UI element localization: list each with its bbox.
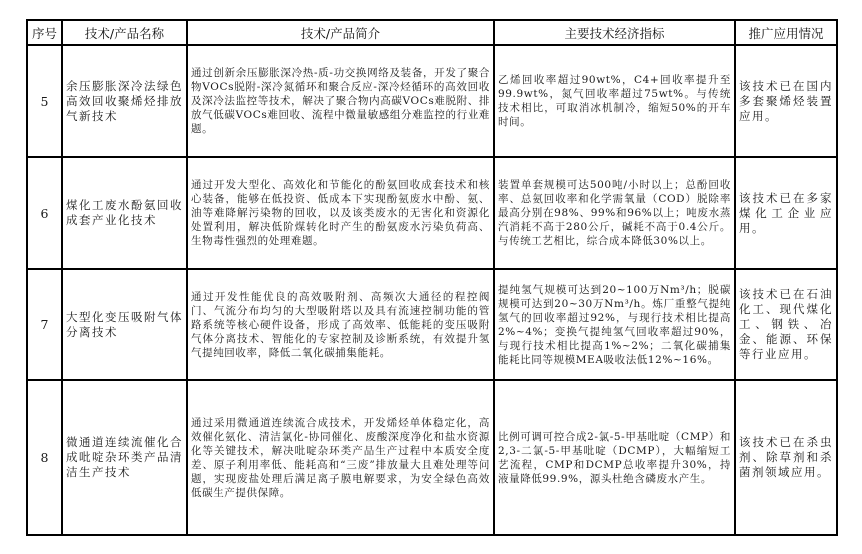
header-key-metrics: 主要技术经济指标 (494, 20, 735, 45)
serial-number-cell: 8 (27, 380, 62, 535)
table-row (27, 380, 837, 535)
table-header (27, 20, 837, 45)
table-row (27, 157, 837, 269)
table-row (27, 45, 837, 157)
header-adoption-status: 推广应用情况 (735, 20, 837, 45)
serial-number-cell: 6 (27, 157, 62, 269)
adoption-status-cell: 该技术已在杀虫剂、除草剂和杀菌剂领域应用。 (735, 380, 837, 535)
adoption-status-cell: 该技术已在国内多套聚烯烃装置应用。 (735, 45, 837, 157)
key-metrics-cell: 比例可调可控合成2-氯-5-甲基吡啶（CMP）和2,3-二氯-5-甲基吡啶（DCMP），大幅缩短工艺流程，CMP和DCMP总收率提升30%，持液量降低99.9%，源头杜绝含磷废水产生。 (494, 380, 735, 535)
adoption-status-cell: 该技术已在石油化工、现代煤化工、钢铁、冶金、能源、环保等行业应用。 (735, 269, 837, 380)
header-technology-name: 技术/产品名称 (62, 20, 187, 45)
technology-intro-cell: 通过开发大型化、高效化和节能化的酚氨回收成套技术和核心装备，能够在低投资、低成本下实现酚氨废水中酚、氨、油等难降解污染物的回收，以及该类废水的无害化和资源化处置利用，解决低阶煤转化时产生的酚氨废水污染负荷高、生物毒性强烈的处理难题。 (187, 157, 494, 269)
technology-name-cell: 余压膨胀深冷法绿色高效回收聚烯烃排放气新技术 (62, 45, 187, 157)
key-metrics-cell: 提纯氢气规模可达到20~100万Nm³/h；脱碳规模可达到20~30万Nm³/h。炼厂重整气提纯氢气的回收率超过92%，与现行技术相比提高2%~4%；变换气提纯氢气回收率超过90%，与现行技术相比提高1%~2%；二氧化碳捕集能耗比同等规模MEA吸收法低12%~16%。 (494, 269, 735, 380)
technology-name-cell: 微通道连续流催化合成吡啶杂环类产品清洁生产技术 (62, 380, 187, 535)
technology-name-cell: 大型化变压吸附气体分离技术 (62, 269, 187, 380)
technology-intro-cell: 通过采用微通道连续流合成技术，开发烯烃单体稳定化，高效催化氨化、清洁氯化-协同催化、废酸深度净化和盐水资源化等关键技术，解决吡啶杂环类产品生产过程中本质安全度差、原子利用率低、能耗高和“三废”排放量大且难处理等问题，实现废盐处理后满足离子膜电解要求，为安全绿色高效低碳生产提供保障。 (187, 380, 494, 535)
technology-intro-cell: 通过创新余压膨胀深冷热-质-功交换网络及装备，开发了聚合物VOCs脱附-深冷氮循环和聚合反应-深冷烃循环的高效回收及深冷法监控等技术，解决了聚合物内高碳VOCs难脱附、排放气低碳VOCs难回收、流程中微量敏感组分难监控的行业难题。 (187, 45, 494, 157)
adoption-status-cell: 该技术已在多家煤化工企业应用。 (735, 157, 837, 269)
header-row (27, 20, 837, 45)
technology-intro-cell: 通过开发性能优良的高效吸附剂、高频次大通径的程控阀门、气流分布均匀的大型吸附塔以及具有流速控制功能的管路系统等核心硬件设备，形成了高效率、低能耗的变压吸附气体分离技术、智能化的专家控制及诊断系统，有效提升氢气提纯回收率，降低二氧化碳捕集能耗。 (187, 269, 494, 380)
technology-name-cell: 煤化工废水酚氨回收成套产业化技术 (62, 157, 187, 269)
table-row (27, 269, 837, 380)
key-metrics-cell: 装置单套规模可达500吨/小时以上；总酚回收率、总氨回收率和化学需氧量（COD）脱除率最高分别在98%、99%和96%以上；吨废水蒸汽消耗不高于280公斤，碱耗不高于0.4公斤。与传统工艺相比，综合成本降低30%以上。 (494, 157, 735, 269)
header-technology-intro: 技术/产品简介 (187, 20, 494, 45)
key-metrics-cell: 乙烯回收率超过90wt%，C4+回收率提升至99.9wt%，氮气回收率超过75wt%。与传统技术相比，可取消冰机制冷，缩短50%的开车时间。 (494, 45, 735, 157)
table-body (27, 45, 837, 535)
serial-number-cell: 5 (27, 45, 62, 157)
technology-catalog-table (26, 19, 838, 536)
serial-number-cell: 7 (27, 269, 62, 380)
header-serial-number: 序号 (27, 20, 62, 45)
